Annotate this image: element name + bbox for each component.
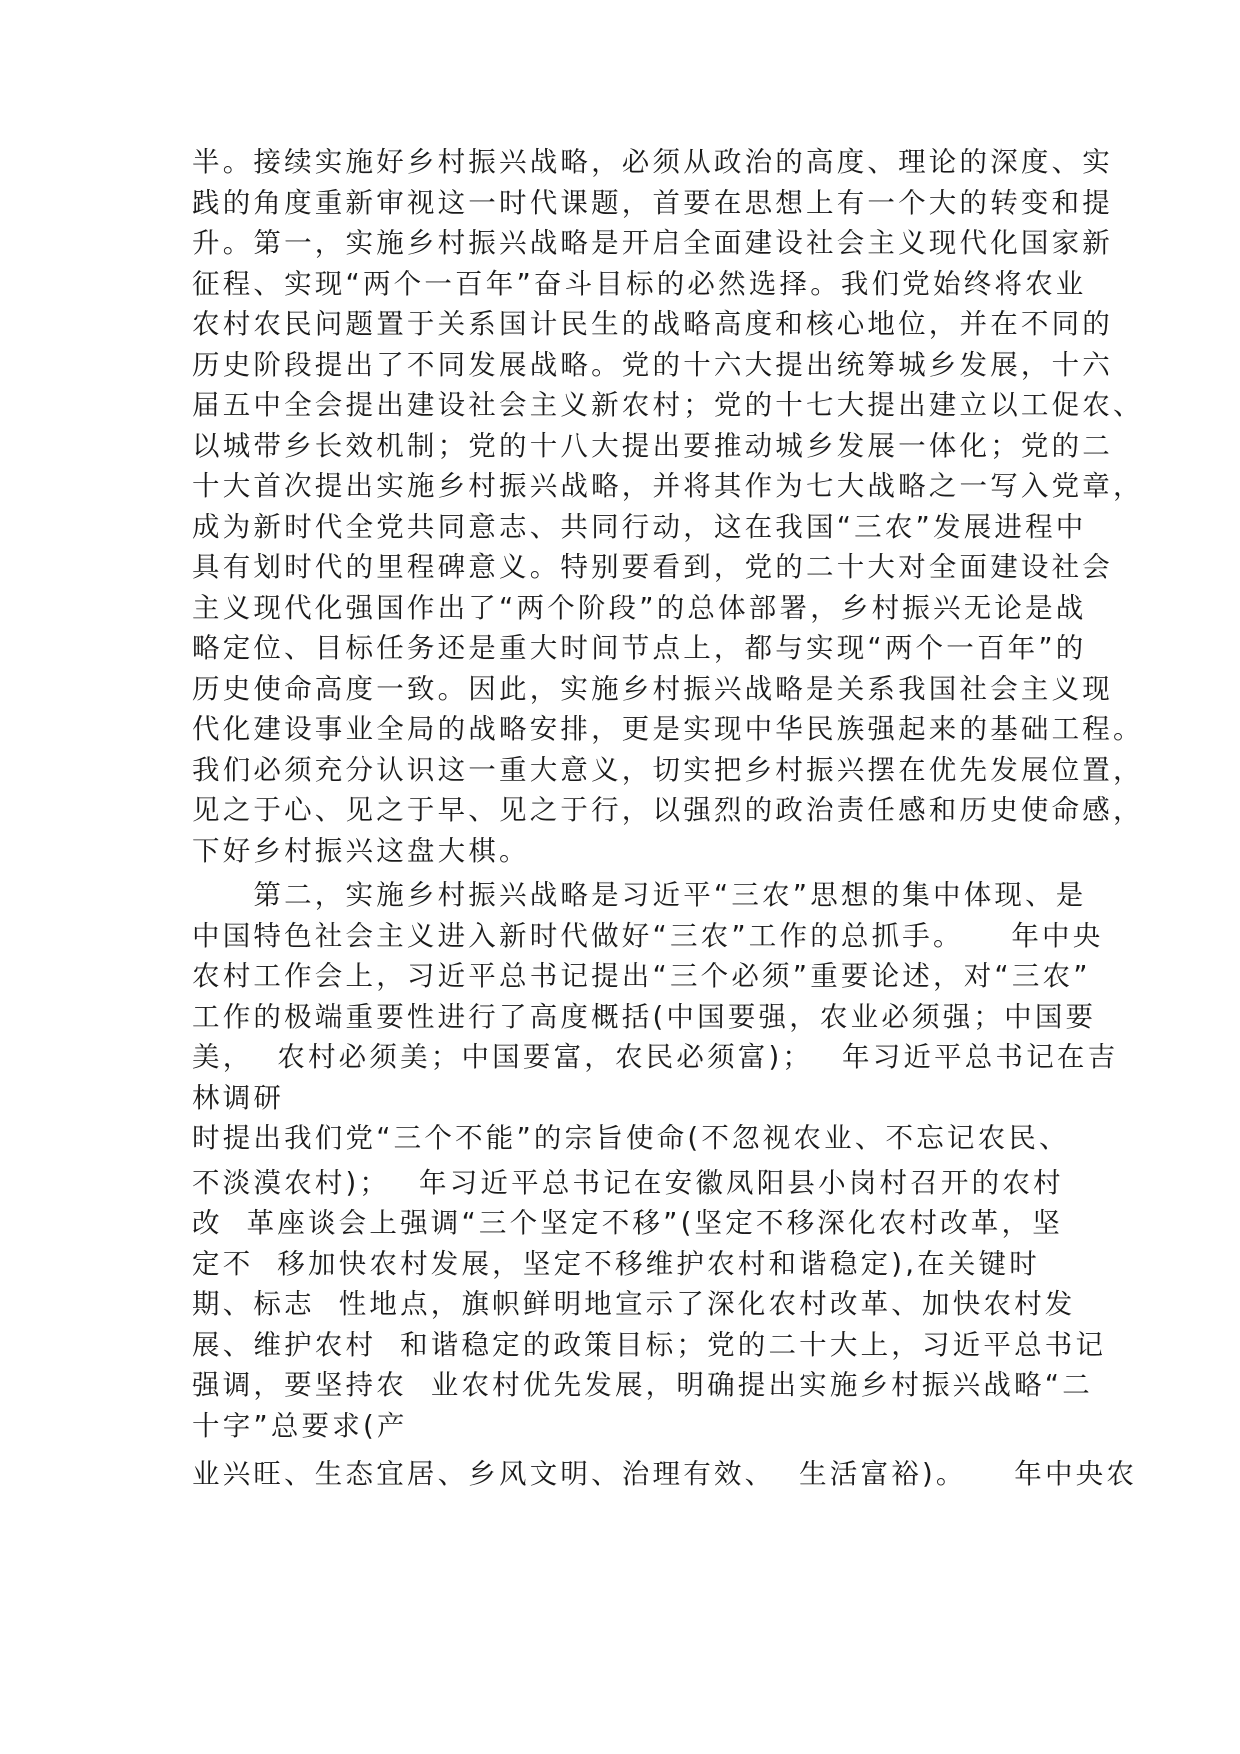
- text-line: 十大首次提出实施乡村振兴战略，并将其作为七大战略之一写入党章，: [192, 470, 1144, 502]
- text-line: 历史阶段提出了不同发展战略。党的十六大提出统筹城乡发展，十六: [192, 348, 1113, 381]
- text-line: 定不 移加快农村发展，坚定不移维护农村和谐稳定),在关键时: [192, 1247, 1040, 1280]
- text-line: 历史使命高度一致。因此，实施乡村振兴战略是关系我国社会主义现: [192, 672, 1113, 705]
- text-line: 十字”总要求(产: [192, 1409, 408, 1442]
- body-text: [192, 142, 1144, 1495]
- text-line: 美， 农村必须美；中国要富，农民必须富)； 年习近平总书记在吉: [192, 1041, 1119, 1073]
- text-line: 成为新时代全党共同意志、共同行动，这在我国“三农”发展进程中: [192, 510, 1087, 543]
- text-line: 不淡漠农村)； 年习近平总书记在安徽凤阳县小岗村召开的农村: [192, 1166, 1064, 1199]
- text-line: 期、标志 性地点，旗帜鲜明地宣示了深化农村改革、加快农村发: [192, 1288, 1076, 1320]
- text-line: 半。接续实施好乡村振兴战略，必须从政治的高度、理论的深度、实: [192, 146, 1113, 178]
- text-line: 下好乡村振兴这盘大棋。: [192, 834, 530, 867]
- text-line: 时提出我们党“三个不能”的宗旨使命(不忽视农业、不忘记农民、: [192, 1122, 1070, 1154]
- text-line: 工作的极端重要性进行了高度概括(中国要强，农业必须强；中国要: [192, 1000, 1097, 1033]
- text-line: 农村工作会上，习近平总书记提出“三个必须”重要论述，对“三农”: [192, 960, 1091, 992]
- text-line: 略定位、目标任务还是重大时间节点上，都与实现“两个一百年”的: [192, 632, 1087, 664]
- text-line: 践的角度重新审视这一时代课题，首要在思想上有一个大的转变和提: [192, 186, 1113, 219]
- text-line: 展、维护农村 和谐稳定的政策目标；党的二十大上，习近平总书记: [192, 1328, 1107, 1361]
- text-line: 届五中全会提出建设社会主义新农村；党的十七大提出建立以工促农、: [192, 389, 1144, 421]
- text-line: 见之于心、见之于早、见之于行，以强烈的政治责任感和历史使命感，: [192, 794, 1144, 826]
- text-line: 改 革座谈会上强调“三个坚定不移”(坚定不移深化农村改革，坚: [192, 1207, 1063, 1239]
- text-line: 我们必须充分认识这一重大意义，切实把乡村振兴摆在优先发展位置，: [192, 753, 1144, 786]
- text-line: 强调，要坚持农 业农村优先发展，明确提出实施乡村振兴战略“二: [192, 1369, 1093, 1401]
- text-line: 代化建设事业全局的战略安排，更是实现中华民族强起来的基础工程。: [192, 713, 1144, 745]
- text-line: 农村农民问题置于关系国计民生的战略高度和核心地位，并在不同的: [192, 308, 1113, 340]
- text-line: 中国特色社会主义进入新时代做好“三农”工作的总抓手。 年中央: [192, 919, 1104, 952]
- text-line: 具有划时代的里程碑意义。特别要看到，党的二十大对全面建设社会: [192, 551, 1113, 583]
- text-line: 林调研: [192, 1081, 285, 1114]
- text-line: 业兴旺、生态宜居、乡风文明、治理有效、 生活富裕)。 年中央农: [192, 1458, 1138, 1490]
- text-line: 主义现代化强国作出了“两个阶段”的总体部署，乡村振兴无论是战: [192, 591, 1087, 624]
- text-line: 以城带乡长效机制；党的十八大提出要推动城乡发展一体化；党的二: [192, 429, 1113, 462]
- text-line: 升。第一，实施乡村振兴战略是开启全面建设社会主义现代化国家新: [192, 227, 1113, 259]
- text-line: 征程、实现“两个一百年”奋斗目标的必然选择。我们党始终将农业: [192, 267, 1087, 300]
- paragraph-start-line: 第二，实施乡村振兴战略是习近平“三农”思想的集中体现、是: [192, 879, 1087, 911]
